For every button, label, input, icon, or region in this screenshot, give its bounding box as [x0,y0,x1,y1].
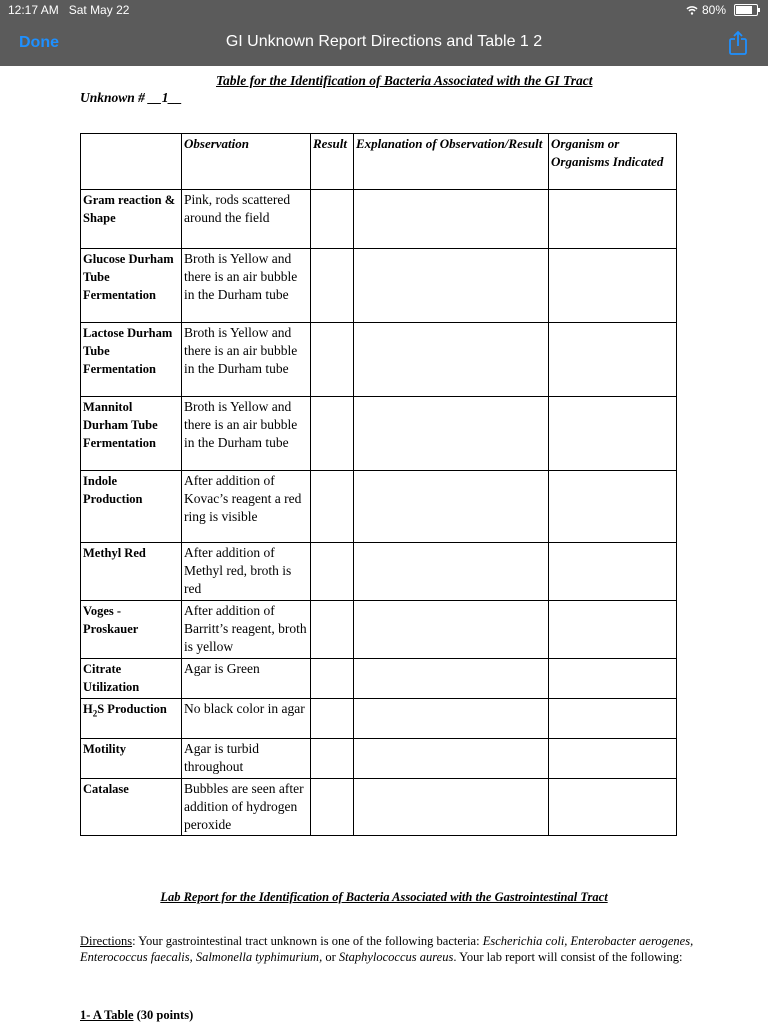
share-icon[interactable] [728,30,748,56]
header-observation: Observation [182,134,311,190]
header-organism: Organism or Organisms Indicated [549,134,677,190]
organism-cell [549,779,677,836]
test-name-subscript: 2 [92,708,98,719]
document-title: GI Unknown Report Directions and Table 1 2 [225,33,543,50]
result-cell [311,699,354,739]
test-name: Motility [81,739,182,779]
organism-cell [549,699,677,739]
result-cell [311,739,354,779]
directions-label: Directions [80,934,133,948]
organism-cell [549,543,677,601]
test-name: Lactose Durham Tube Fermentation [81,323,182,397]
explanation-cell [354,249,549,323]
directions-or: or [322,950,339,964]
test-name: Mannitol Durham Tube Fermentation [81,397,182,471]
test-name-h: H [83,702,93,716]
organism-cell [549,190,677,249]
nav-bar [0,20,768,66]
organism-cell [549,249,677,323]
observation-cell: Bubbles are seen after addition of hydrogen peroxide [182,779,311,836]
observation-cell: Broth is Yellow and there is an air bubble in the Durham tube [182,397,311,471]
header-result: Result [311,134,354,190]
test-name: Methyl Red [81,543,182,601]
test-name: Voges - Proskauer [81,601,182,659]
observation-cell: After addition of Barritt’s reagent, broth is yellow [182,601,311,659]
lab-report-title: Lab Report for the Identification of Bacteria Associated with the Gastrointestinal Tract [160,890,608,904]
test-name [81,699,182,739]
unknown-value: 1 [161,90,169,105]
table-row [81,543,677,601]
observation-cell: After addition of Methyl red, broth is red [182,543,311,601]
observation-cell: Pink, rods scattered around the field [182,190,311,249]
header-explanation: Explanation of Observation/Result [354,134,549,190]
directions-text-2: . Your lab report will consist of the following: [453,950,683,964]
battery-percent: 80% [701,3,726,17]
explanation-cell [354,739,549,779]
battery-icon [734,4,758,16]
section-1-label: 1- A Table [80,1008,134,1022]
result-cell [311,659,354,699]
explanation-cell [354,601,549,659]
result-cell [311,779,354,836]
section-1-heading [80,1008,193,1023]
status-date: Sat May 22 [68,3,130,17]
test-name-rest: S Production [97,702,167,716]
organism-cell [549,739,677,779]
test-name: Indole Production [81,471,182,543]
organism-cell [549,471,677,543]
result-cell [311,397,354,471]
header-empty [81,134,182,190]
observation-cell: Broth is Yellow and there is an air bubble in the Durham tube [182,323,311,397]
organism-list: Escherichia coli, Enterobacter aerogenes, Enterococcus faecalis, Salmonella typhimurium, [80,934,694,964]
table-row [81,397,677,471]
organism-cell [549,601,677,659]
explanation-cell [354,397,549,471]
table-row [81,659,677,699]
test-name: Glucose Durham Tube Fermentation [81,249,182,323]
organism-cell [549,323,677,397]
table-header-row [81,134,677,190]
explanation-cell [354,543,549,601]
table-row [81,601,677,659]
table-row [81,779,677,836]
result-cell [311,601,354,659]
wifi-icon [686,5,698,15]
explanation-cell [354,699,549,739]
section-1-points: (30 points) [133,1008,194,1022]
result-cell [311,543,354,601]
organism-last: Staphylococcus aureus [338,950,454,964]
directions-paragraph [80,933,700,965]
unknown-number [80,90,182,106]
organism-cell [549,659,677,699]
organism-cell [549,397,677,471]
status-time: 12:17 AM [8,3,59,17]
unknown-blank-1: __ [148,90,162,105]
observation-cell: No black color in agar [182,699,311,739]
table-title: Table for the Identification of Bacteria Associated with the GI Tract [216,73,593,88]
status-right [686,3,758,17]
result-cell [311,323,354,397]
explanation-cell [354,471,549,543]
table-row [81,739,677,779]
explanation-cell [354,779,549,836]
unknown-label: Unknown # [80,90,145,105]
test-name: Gram reaction & Shape [81,190,182,249]
status-time-date [8,3,129,17]
explanation-cell [354,323,549,397]
explanation-cell [354,659,549,699]
observation-cell: Broth is Yellow and there is an air bubble in the Durham tube [182,249,311,323]
table-row [81,471,677,543]
done-button[interactable]: Done [19,34,59,51]
result-cell [311,190,354,249]
observation-cell: Agar is Green [182,659,311,699]
table-row [81,699,677,739]
explanation-cell [354,190,549,249]
table-row [81,190,677,249]
test-name: Citrate Utilization [81,659,182,699]
unknown-blank-2: __ [168,90,183,105]
observation-cell: After addition of Kovac’s reagent a red ring is visible [182,471,311,543]
observation-cell: Agar is turbid throughout [182,739,311,779]
directions-text-1: : Your gastrointestinal tract unknown is one of the following bacteria: [132,934,483,948]
result-cell [311,249,354,323]
status-bar [0,0,768,20]
identification-table [80,133,677,836]
result-cell [311,471,354,543]
test-name: Catalase [81,779,182,836]
table-row [81,323,677,397]
table-row [81,249,677,323]
